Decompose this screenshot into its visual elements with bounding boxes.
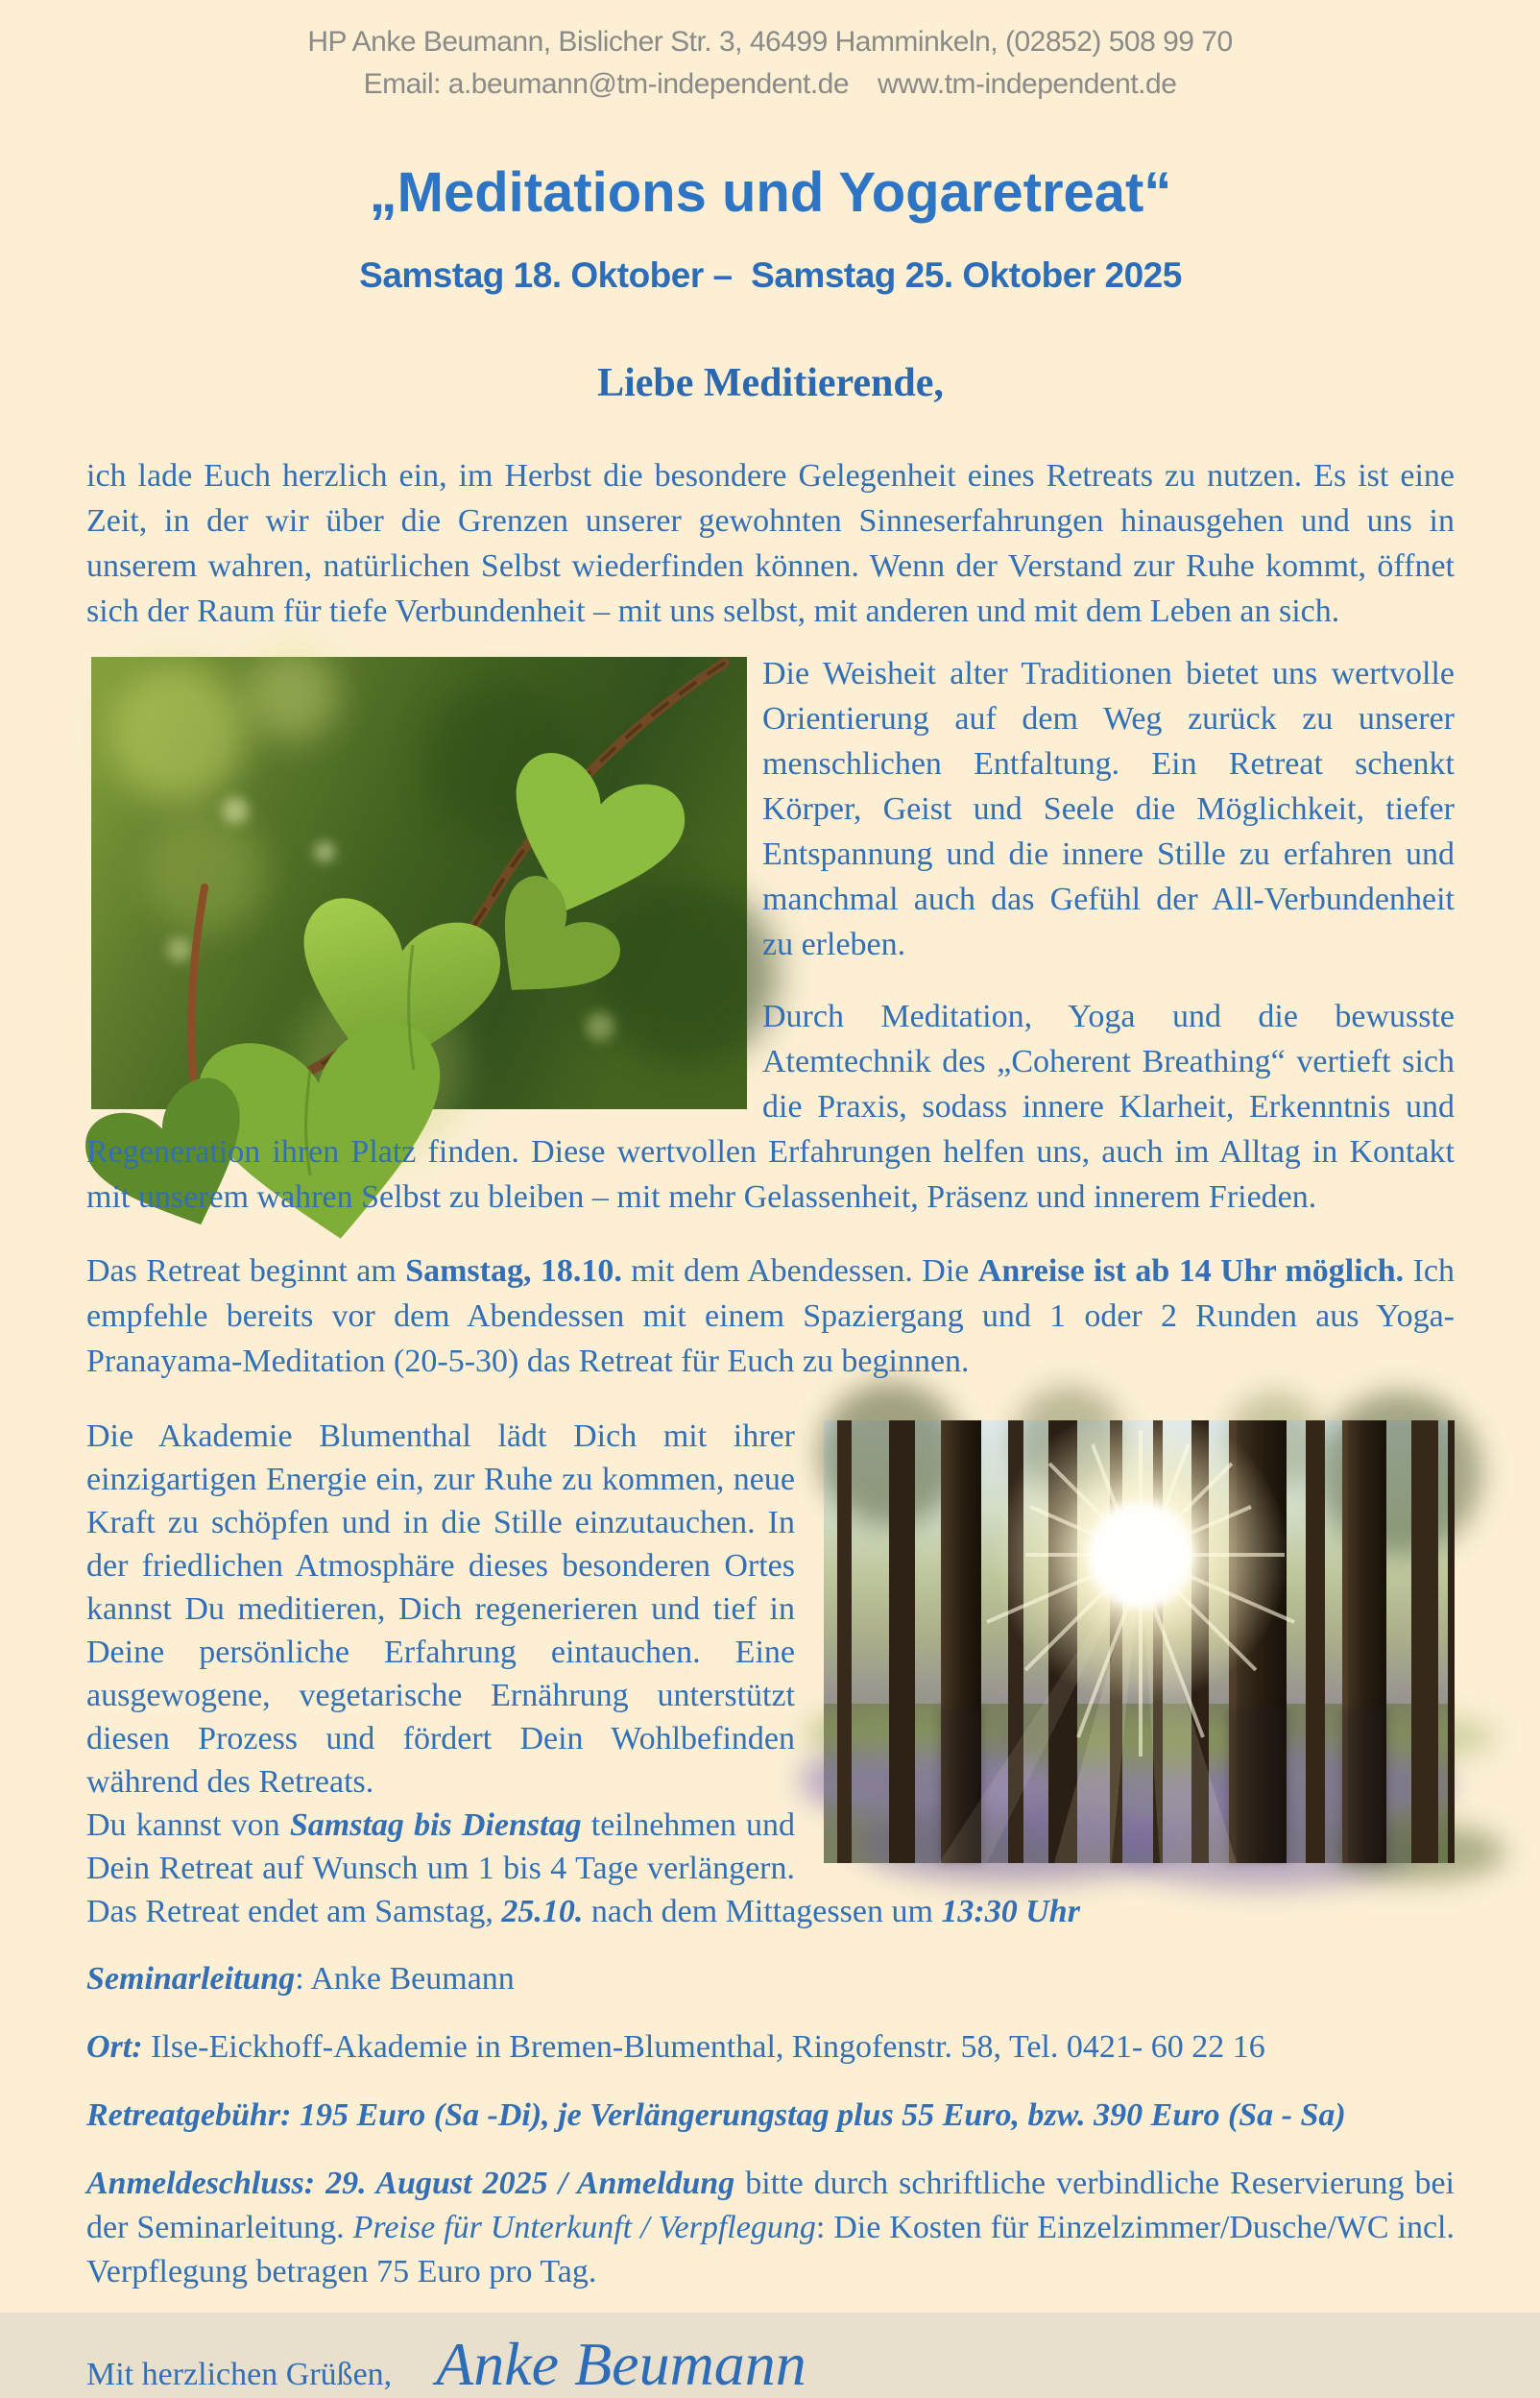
wisdom-paragraph: Die Weisheit alter Traditionen bietet uns wertvolle Orientierung auf dem Weg zurück zu unserer menschlichen Entfaltung. Ein Retreat schenkt Körper, Geist und Seele die Möglichkeit, tiefer Entspannung und die innere Stille zu erfahren und manchmal auch das Gefühl der All-Verbundenheit zu erleben.	[762, 656, 1455, 962]
letterhead-email: Email: a.beumann@tm-independent.de	[363, 68, 850, 100]
breathing-paragraph: Durch Meditation, Yoga und die bewusste Atemtechnik des „Coherent Breathing“ vertieft sich die Praxis, sodass innere Klarheit, Erkenntnis und Regeneration ihren Platz finden. Diese wertvollen Erfahrungen helfen uns, auch im Alltag in Kontakt mit unserem wahren Selbst zu bleiben – mit mehr Gelassenheit, Präsenz und innerem Frieden.	[86, 999, 1455, 1215]
anmeldung-line: Anmeldeschluss: 29. August 2025 / Anmeldung bitte durch schriftliche verbindliche Reservierung bei der Seminarleitung. Preise für Unterkunft / Verpflegung: Die Kosten für Einzelzimmer/Dusche/WC incl. Verpflegung betragen 75 Euro pro Tag.	[86, 2166, 1455, 2289]
letterhead	[0, 0, 1540, 106]
ort-line: Ort: Ilse-Eickhoff-Akademie in Bremen-Blumenthal, Ringofenstr. 58, Tel. 0421- 60 22 16	[86, 2029, 1265, 2065]
forest-photo	[824, 1420, 1455, 1863]
letterhead-line2	[0, 63, 1540, 106]
wisdom-section	[86, 651, 1455, 1220]
details-block	[86, 1957, 1455, 2294]
letterhead-website: www.tm-independent.de	[878, 68, 1177, 100]
letterhead-line1: HP Anke Beumann, Bislicher Str. 3, 46499 Hamminkeln, (02852) 508 99 70	[307, 26, 1233, 58]
retreatgebuehr-line: Retreatgebühr: 195 Euro (Sa -Di), je Verlängerungstag plus 55 Euro, bzw. 390 Euro (Sa - Sa)	[86, 2097, 1346, 2133]
closing-greeting: Mit herzlichen Grüßen,	[86, 2357, 393, 2392]
intro-paragraph: ich lade Euch herzlich ein, im Herbst die besondere Gelegenheit eines Retreats zu nutzen. Es ist eine Zeit, in der wir über die Grenzen unserer gewohnten Sinneserfahrungen hinausgehen und uns in unserem wahren, natürlichen Selbst wiederfinden können. Wenn der Verstand zur Ruhe kommt, öffnet sich der Raum für tiefe Verbundenheit – mit uns selbst, mit anderen und mit dem Leben an sich.	[86, 458, 1455, 629]
closing-block	[86, 2331, 1455, 2398]
salutation: Liebe Meditierende,	[597, 361, 944, 405]
retreat-start-paragraph: Das Retreat beginnt am Samstag, 18.10. mit dem Abendessen. Die Anreise ist ab 14 Uhr möglich. Ich empfehle bereits vor dem Abendessen mit einem Spaziergang und 1 oder 2 Runden aus Yoga-Pranayama-Meditation (20-5-30) das Retreat für Euch zu beginnen.	[86, 1253, 1456, 1379]
akademie-paragraph: Die Akademie Blumenthal lädt Dich mit ihrer einzigartigen Energie ein, zur Ruhe zu kommen, neue Kraft zu schöpfen und in die Stille einzutauchen. In der friedlichen Atmosphäre dieses besonderen Ortes kannst Du meditieren, Dich regenerieren und tief in Deine persönliche Erfahrung eintauchen. Eine ausgewogene, vegetarische Ernährung unterstützt diesen Prozess und fördert Dein Wohlbefinden während des Retreats. Du kannst von Samstag bis Dienstag teilnehmen und Dein Retreat auf Wunsch um 1 bis 4 Tage verlängern. Das Retreat endet am Samstag, 25.10. nach dem Mittagessen um 13:30 Uhr	[86, 1418, 1080, 1929]
akademie-section	[86, 1415, 1455, 1933]
date-range: Samstag 18. Oktober – Samstag 25. Oktober 2025	[359, 255, 1182, 295]
page-title: „Meditations und Yogaretreat“	[369, 161, 1172, 224]
signature: Anke Beumann	[436, 2330, 806, 2398]
seminarleitung-line: Seminarleitung: Anke Beumann	[86, 1961, 515, 1997]
leaf-photo	[91, 657, 747, 1109]
